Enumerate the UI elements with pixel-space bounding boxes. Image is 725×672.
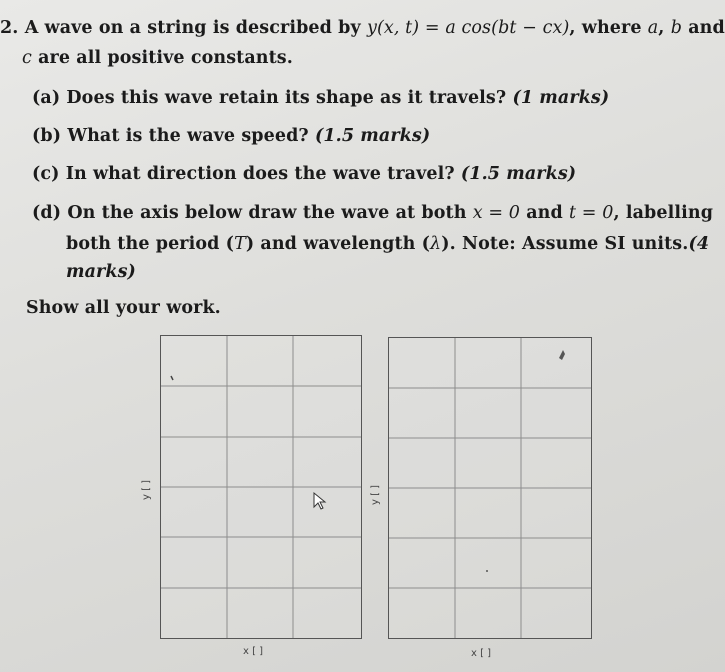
part-c [32,164,576,184]
var-b: b [670,18,682,38]
cursor-icon [314,493,325,509]
wave-equation: y(x, t) = a cos(bt − cx) [366,18,570,38]
instruction [26,298,221,318]
stem-and: and [682,18,725,38]
x-equals-zero: x = 0 [472,203,521,223]
pencil-mark-icon [559,350,565,360]
stray-mark-icon [171,376,173,380]
part-text-wavelength: ) and wavelength ( [245,234,431,254]
part-label: (a) [32,88,61,108]
question-stem-line2 [22,48,293,68]
stem-comma: , [658,18,671,38]
question-stem-line1 [0,18,725,38]
part-text: On the axis below draw the wave at both [67,203,473,223]
graph-left-grid [161,336,361,638]
question-number: 2. [0,18,19,38]
part-d-line1 [32,203,713,223]
part-label: (b) [32,126,62,146]
part-label: (c) [32,164,60,184]
part-marks: (1.5 marks) [460,164,577,184]
part-b [32,126,430,146]
part-label: (d) [32,203,62,223]
graph-left[interactable] [160,335,362,639]
graph-right-y-label: y [ ] [370,484,381,505]
part-text: both the period ( [66,234,235,254]
graph-left-y-label: y [ ] [141,479,152,500]
part-text: In what direction does the wave travel? [65,164,455,184]
part-text-labelling: , labelling [613,203,714,223]
part-text: Does this wave retain its shape as it travels? [66,88,507,108]
stem-text-rest: are all positive constants. [31,48,293,68]
var-c: c [22,48,32,68]
dot-mark-icon [486,570,488,572]
part-a [32,88,609,108]
t-equals-zero: t = 0 [569,203,614,223]
part-d-line2 [66,234,709,254]
part-text-note: ). Note: Assume SI units. [441,234,689,254]
period-symbol: T [234,234,246,254]
part-marks: (1 marks) [512,88,610,108]
graph-left-x-label: x [ ] [243,646,264,657]
graph-right-grid [389,338,591,638]
lambda-symbol: λ [430,234,442,254]
stem-text-where: , where [569,18,648,38]
part-marks-cont: marks) [66,262,136,282]
var-a: a [647,18,659,38]
graph-right[interactable] [388,337,592,639]
part-d-line3 [66,262,136,282]
part-text: What is the wave speed? [67,126,309,146]
instruction-text: Show all your work. [26,298,221,318]
part-marks: (4 [688,234,710,254]
graph-right-x-label: x [ ] [471,648,492,659]
part-marks: (1.5 marks) [314,126,431,146]
part-text-and: and [520,203,570,223]
stem-text: A wave on a string is described by [24,18,367,38]
